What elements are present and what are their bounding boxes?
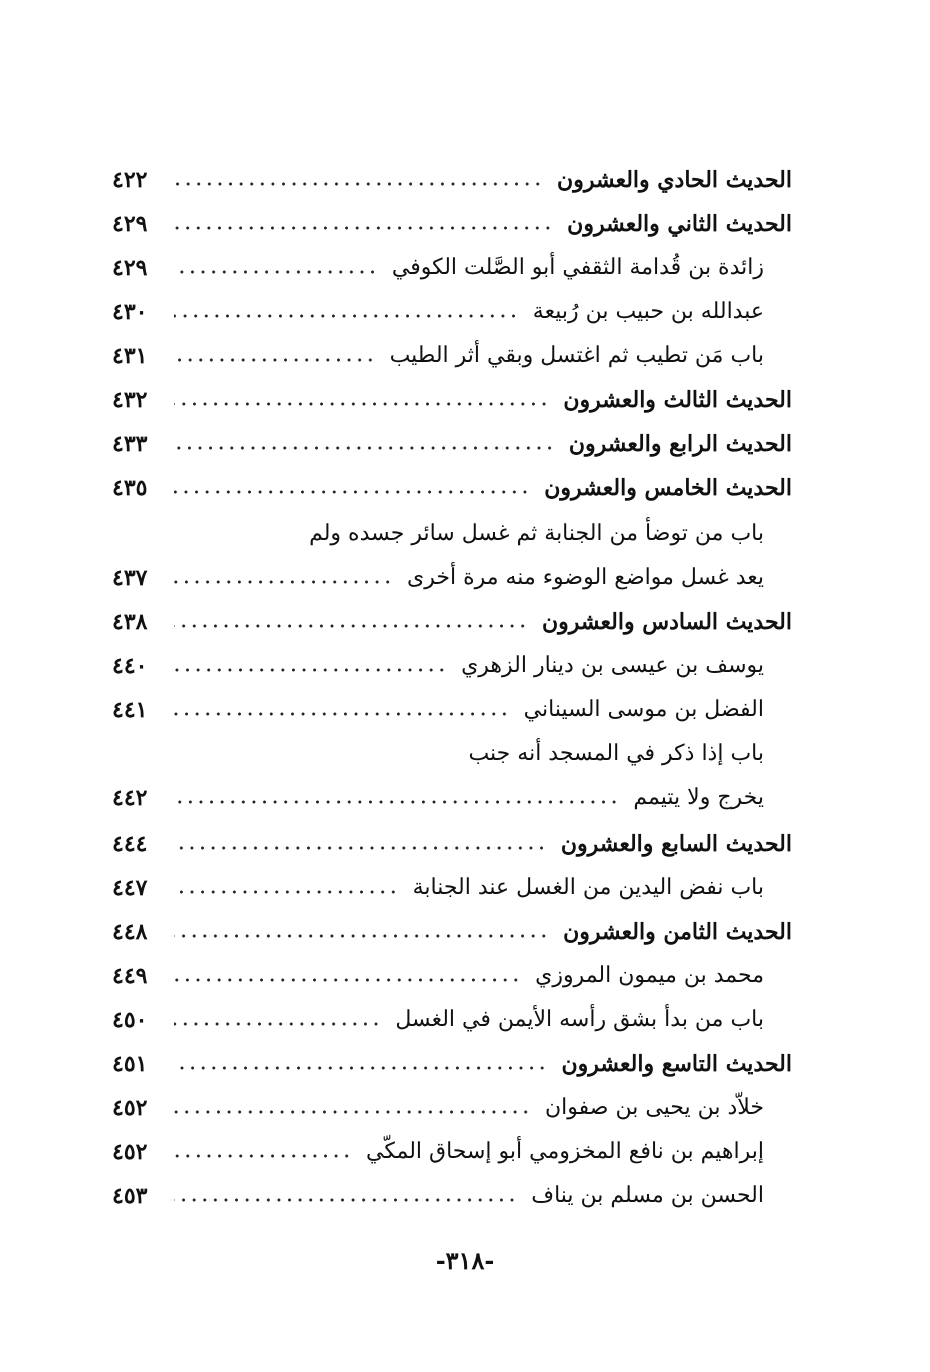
- dot-leader: [174, 1021, 381, 1027]
- toc-entry-title: الحديث الحادي والعشرون: [557, 167, 792, 193]
- toc-entry-page: ٤٢٢: [112, 167, 148, 193]
- toc-entry-page: ٤٥٢: [112, 1095, 148, 1121]
- dot-leader: [174, 933, 549, 939]
- toc-entry-page: ٤٥٣: [112, 1183, 148, 1209]
- toc-entry-page: ٤٣٠: [112, 299, 148, 325]
- page-number: -٣١٨-: [435, 1246, 495, 1275]
- toc-entry-title: إبراهيم بن نافع المخزومي أبو إسحاق المكّي: [365, 1139, 764, 1164]
- toc-entry: [112, 292, 792, 332]
- dot-leader: [174, 1153, 352, 1159]
- toc-entry: [112, 336, 792, 376]
- toc-entry: [112, 602, 792, 642]
- toc-entry-title: الحديث الرابع والعشرون: [568, 431, 792, 457]
- toc-entry-page: ٤٥٢: [112, 1139, 148, 1165]
- dot-leader: [174, 1065, 547, 1071]
- dot-leader: [174, 845, 547, 851]
- toc-entry-page: ٤٢٩: [112, 211, 148, 237]
- toc-entry: [112, 1132, 792, 1172]
- toc-entry-title: الحديث الثاني والعشرون: [567, 211, 792, 237]
- toc-entry-title: باب إذا ذكر في المسجد أنه جنب: [468, 741, 764, 766]
- toc-entry-title: باب نفض اليدين من الغسل عند الجنابة: [412, 875, 764, 900]
- toc-entry: [112, 558, 792, 598]
- toc-entry: [112, 1044, 792, 1084]
- toc-entry: [112, 734, 792, 774]
- dot-leader: [174, 181, 543, 187]
- toc-entry-title: الحديث الخامس والعشرون: [544, 475, 792, 501]
- toc-entry-page: ٤٤٧: [112, 875, 148, 901]
- toc-entry-page: ٤٣٧: [112, 565, 148, 591]
- dot-leader: [174, 445, 555, 451]
- toc-entry-page: ٤٤٤: [112, 831, 148, 857]
- toc-entry-title: الحديث الثامن والعشرون: [563, 919, 792, 945]
- toc-entry: [112, 248, 792, 288]
- toc-entry: [112, 514, 792, 554]
- toc-entry-page: ٤٣٨: [112, 609, 148, 635]
- dot-leader: [174, 889, 399, 895]
- toc-entry-title: يعد غسل مواضع الوضوء منه مرة أخرى: [407, 565, 764, 590]
- toc-entry-title: زائدة بن قُدامة الثقفي أبو الصَّلت الكوفي: [391, 255, 764, 280]
- dot-leader: [174, 489, 530, 495]
- toc-entry: [112, 1088, 792, 1128]
- toc-entry: [112, 1176, 792, 1216]
- toc-entry: [112, 646, 792, 686]
- toc-entry-page: ٤٥١: [112, 1051, 148, 1077]
- toc-entry-page: ٤٣١: [112, 343, 148, 369]
- dot-leader: [174, 667, 447, 673]
- toc-entry-page: ٤٤٩: [112, 963, 148, 989]
- toc-entry: [112, 380, 792, 420]
- dot-leader: [174, 977, 521, 983]
- dot-leader: [174, 1109, 531, 1115]
- toc-entry: [112, 912, 792, 952]
- toc-entry-title: يخرج ولا يتيمم: [633, 785, 764, 810]
- toc-entry-title: الحديث التاسع والعشرون: [561, 1051, 792, 1077]
- dot-leader: [174, 579, 393, 585]
- toc-entry-title: يوسف بن عيسى بن دينار الزهري: [461, 653, 764, 678]
- toc-entry: [112, 778, 792, 818]
- dot-leader: [174, 799, 619, 805]
- toc-entry-page: ٤٤١: [112, 697, 148, 723]
- dot-leader: [174, 1197, 517, 1203]
- toc-entry: [112, 824, 792, 864]
- dot-leader: [174, 623, 528, 629]
- toc-entry-title: باب من بدأ بشق رأسه الأيمن في الغسل: [395, 1007, 764, 1032]
- toc-entry-title: الفضل بن موسى السيناني: [523, 697, 764, 722]
- toc-entry: [112, 204, 792, 244]
- dot-leader: [174, 357, 376, 363]
- toc-entry-title: عبدالله بن حبيب بن رُبيعة: [532, 299, 764, 324]
- toc-entry-title: الحديث السادس والعشرون: [541, 609, 792, 635]
- toc-entry-page: ٤٣٢: [112, 387, 148, 413]
- toc-entry-page: ٤٤٨: [112, 919, 148, 945]
- toc-entry-page: ٤٢٩: [112, 255, 148, 281]
- dot-leader: [174, 269, 378, 275]
- toc-entry-page: ٤٣٣: [112, 431, 148, 457]
- dot-leader: [174, 401, 549, 407]
- toc-entry-page: ٤٣٥: [112, 475, 148, 501]
- toc-entry-page: ٤٤٠: [112, 653, 148, 679]
- dot-leader: [174, 225, 553, 231]
- toc-entry: [112, 690, 792, 730]
- toc-entry: [112, 160, 792, 200]
- toc-entry: [112, 956, 792, 996]
- toc-entry-title: خلاّد بن يحيى بن صفوان: [545, 1095, 764, 1120]
- toc-entry-title: الحديث السابع والعشرون: [560, 831, 792, 857]
- toc-entry-title: الحسن بن مسلم بن يناف: [531, 1183, 764, 1208]
- toc-entry-title: باب مَن تطيب ثم اغتسل وبقي أثر الطيب: [389, 343, 764, 368]
- dot-leader: [174, 313, 519, 319]
- toc-entry-page: ٤٤٢: [112, 785, 148, 811]
- toc-entry-title: باب من توضأ من الجنابة ثم غسل سائر جسده ولم: [309, 521, 764, 546]
- toc-entry-title: محمد بن ميمون المروزي: [535, 963, 764, 988]
- toc-entry: [112, 424, 792, 464]
- dot-leader: [174, 711, 510, 717]
- toc-entry: [112, 1000, 792, 1040]
- toc-entry: [112, 868, 792, 908]
- toc-entry-title: الحديث الثالث والعشرون: [563, 387, 792, 413]
- toc-entry: [112, 468, 792, 508]
- toc-entry-page: ٤٥٠: [112, 1007, 148, 1033]
